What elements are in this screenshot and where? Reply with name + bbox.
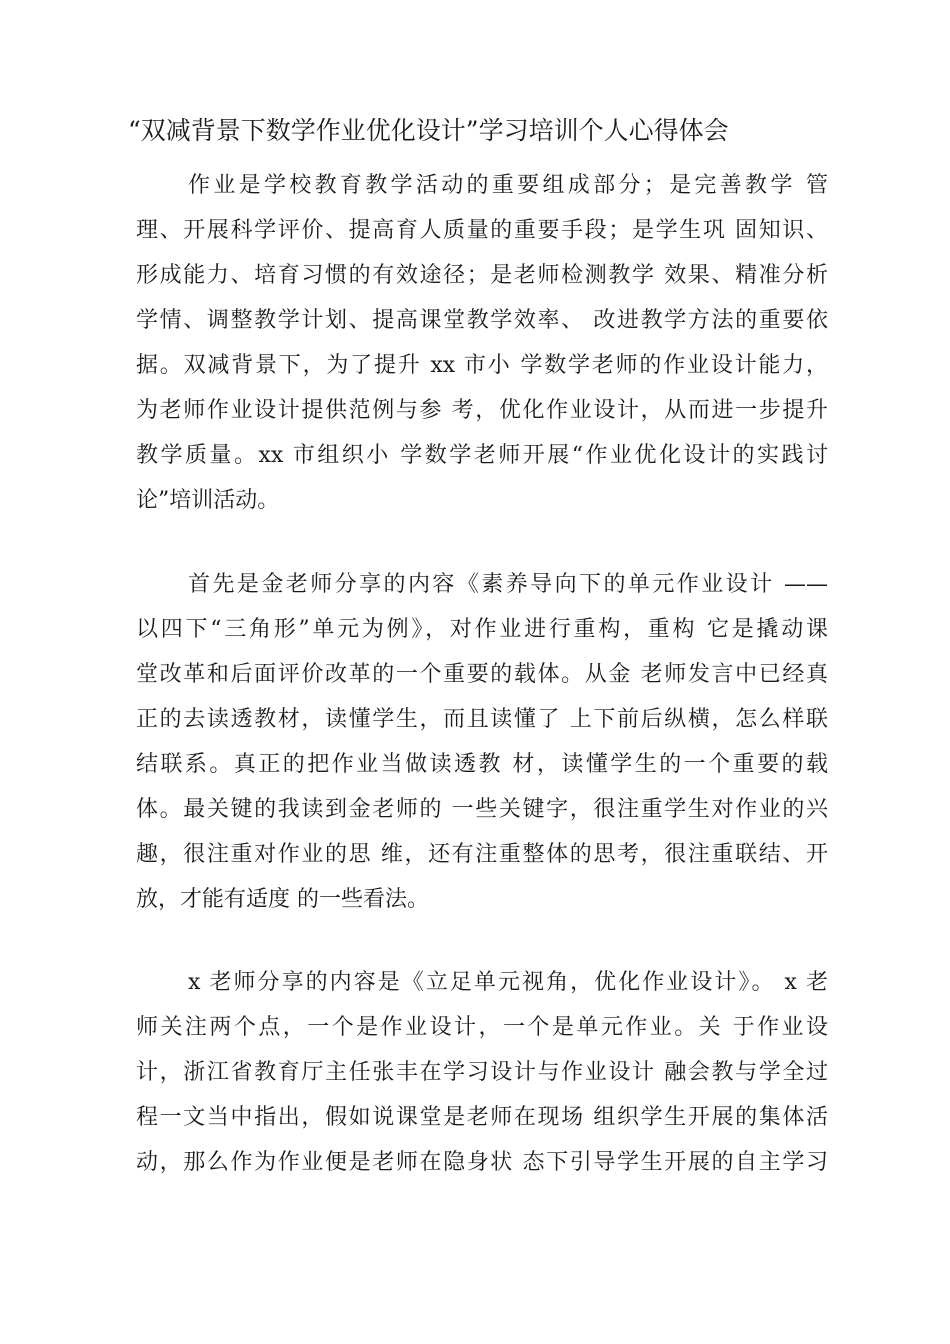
paragraph-line: 论”培训活动。: [136, 488, 280, 513]
paragraph-line: 学情、调整教学计划、提高课堂教学效率、 改进教学方法的重要依: [136, 308, 828, 333]
paragraph-line: 正的去读透教材，读懂学生，而且读懂了 上下前后纵横，怎么样联: [136, 707, 828, 732]
paragraph-line: 师关注两个点，一个是作业设计，一个是单元作业。关 于作业设: [136, 1015, 828, 1040]
paragraph-line: 动，那么作为作业便是老师在隐身状 态下引导学生开展的自主学习: [136, 1150, 828, 1175]
paragraph-line: 结联系。真正的把作业当做读透教 材，读懂学生的一个重要的载: [136, 752, 828, 777]
paragraph-line: 教学质量。xx 市组织小 学数学老师开展“作业优化设计的实践讨: [136, 443, 828, 468]
paragraph-1: [136, 163, 828, 523]
paragraph-line: 放，才能有适度 的一些看法。: [136, 887, 429, 912]
paragraph-line: 体。最关键的我读到金老师的 一些关键字，很注重学生对作业的兴: [136, 797, 828, 822]
paragraph-2: [136, 562, 828, 922]
paragraph-3: [136, 960, 828, 1185]
document-title: “双减背景下数学作业优化设计”学习培训个人心得体会: [128, 116, 729, 145]
paragraph-line: x 老师分享的内容是《立足单元视角，优化作业设计》。 x 老: [188, 970, 828, 995]
paragraph-line: 趣，很注重对作业的思 维，还有注重整体的思考，很注重联结、开: [136, 842, 828, 867]
paragraph-line: 程一文当中指出，假如说课堂是老师在现场 组织学生开展的集体活: [136, 1105, 828, 1130]
paragraph-line: 首先是金老师分享的内容《素养导向下的单元作业设计 ——: [188, 572, 828, 597]
paragraph-line: 据。双减背景下，为了提升 xx 市小 学数学老师的作业设计能力，: [136, 353, 828, 378]
paragraph-line: 堂改革和后面评价改革的一个重要的载体。从金 老师发言中已经真: [136, 662, 828, 687]
paragraph-line: 作业是学校教育教学活动的重要组成部分；是完善教学 管: [188, 173, 828, 198]
paragraph-line: 计，浙江省教育厅主任张丰在学习设计与作业设计 融会教与学全过: [136, 1060, 828, 1085]
paragraph-line: 理、开展科学评价、提高育人质量的重要手段；是学生巩 固知识、: [136, 218, 828, 243]
paragraph-line: 以四下“三角形”单元为例》，对作业进行重构，重构 它是撬动课: [136, 617, 828, 642]
paragraph-line: 形成能力、培育习惯的有效途径；是老师检测教学 效果、精准分析: [136, 263, 828, 288]
paragraph-line: 为老师作业设计提供范例与参 考，优化作业设计，从而进一步提升: [136, 398, 828, 423]
